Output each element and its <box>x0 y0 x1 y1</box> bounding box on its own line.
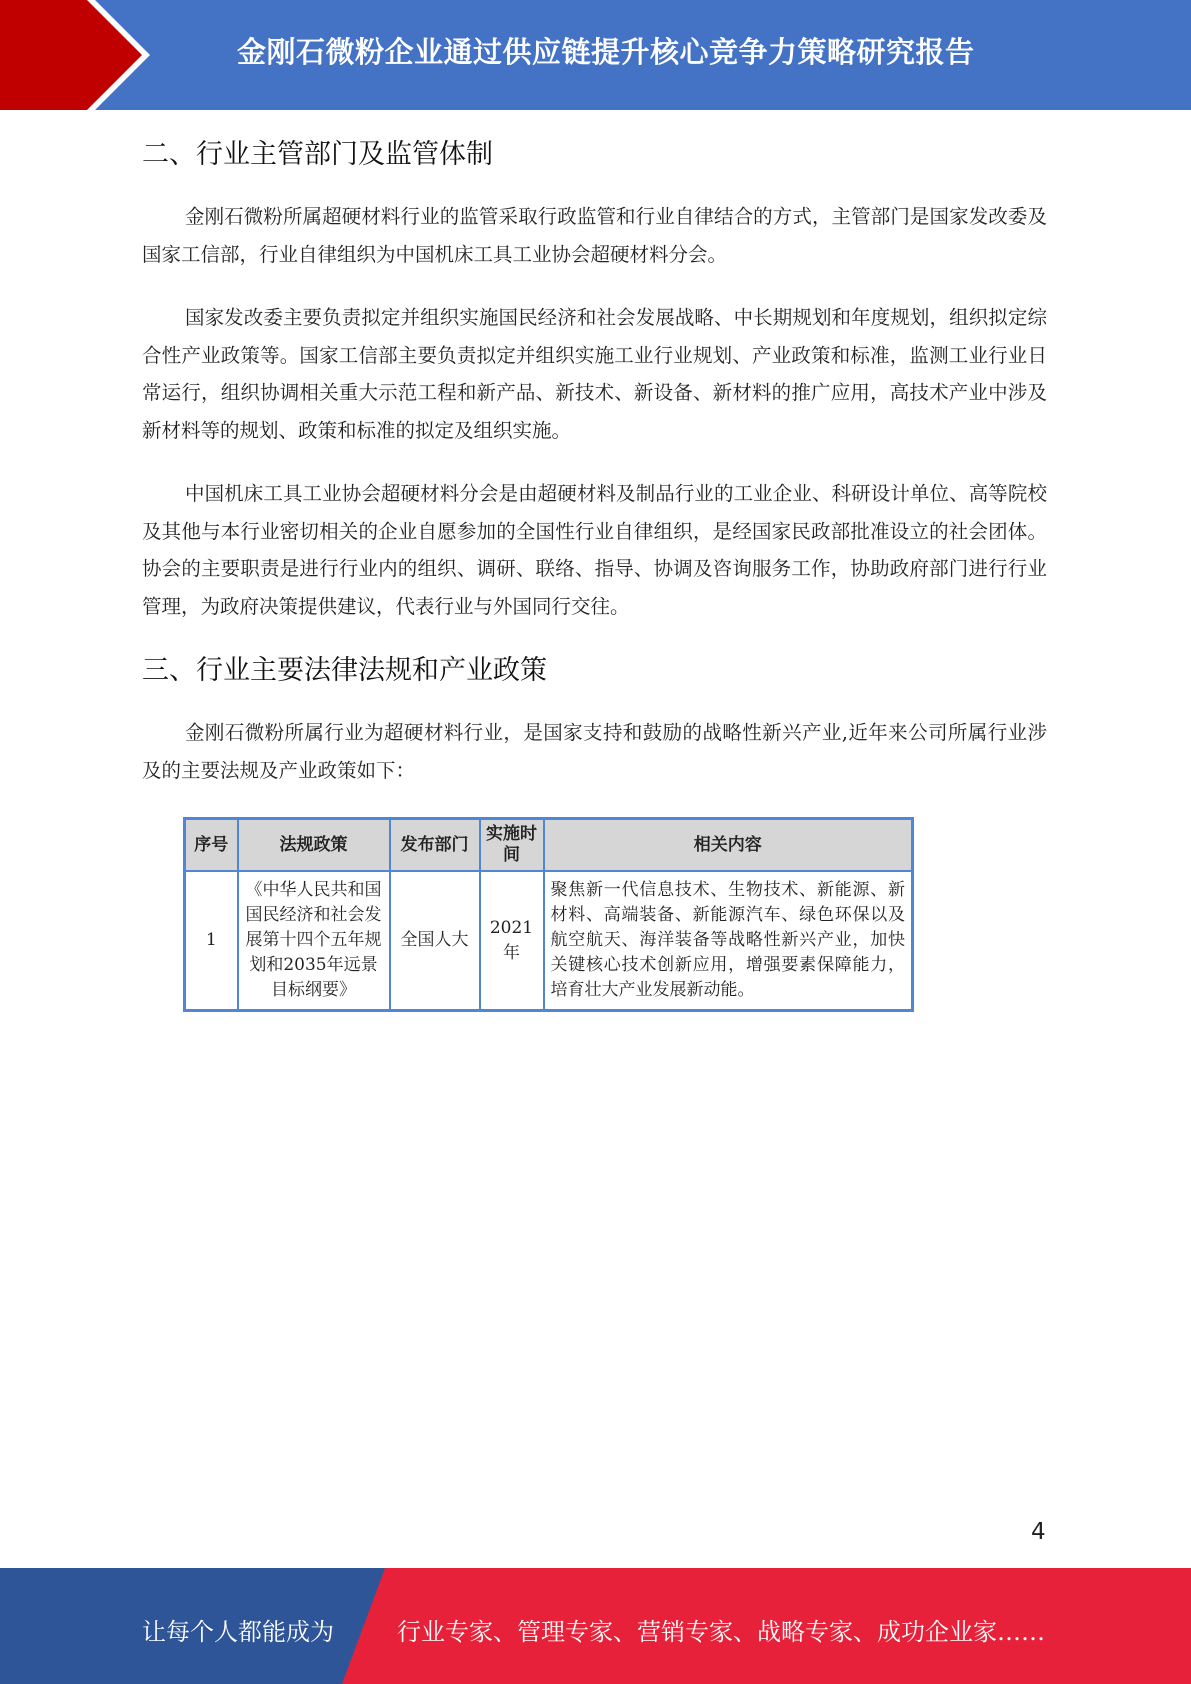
header-policy: 法规政策 <box>238 819 390 872</box>
cell-content: 聚焦新一代信息技术、生物技术、新能源、新材料、高端装备、新能源汽车、绿色环保以及航空航天、海洋装备等战略性新兴产业，加快关键核心技术创新应用，增强要素保障能力，培育壮大产业发展新动能。 <box>544 871 913 1011</box>
cell-dept: 全国人大 <box>390 871 480 1011</box>
footer-band <box>0 1568 1191 1684</box>
cell-time: 2021年 <box>480 871 544 1011</box>
document-title: 金刚石微粉企业通过供应链提升核心竞争力策略研究报告 <box>237 35 975 69</box>
table-header-row <box>185 819 913 872</box>
cell-no: 1 <box>185 871 238 1011</box>
policy-table <box>183 817 914 1012</box>
section3-paragraph: 金刚石微粉所属行业为超硬材料行业，是国家支持和鼓励的战略性新兴产业,近年来公司所属行业涉及的主要法规及产业政策如下： <box>142 721 1047 782</box>
section2-paragraph-3: 中国机床工具工业协会超硬材料分会是由超硬材料及制品行业的工业企业、科研设计单位、高等院校及其他与本行业密切相关的企业自愿参加的全国性行业自律组织，是经国家民政部批准设立的社会团体。协会的主要职责是进行行业内的组织、调研、联络、指导、协调及咨询服务工作，协助政府部门进行行业管理，为政府决策提供建议，代表行业与外国同行交往。 <box>142 482 1047 618</box>
footer-slogan-left: 让每个人都能成为 <box>142 1618 334 1646</box>
header-no: 序号 <box>185 819 238 872</box>
header-content: 相关内容 <box>544 819 913 872</box>
cell-policy: 《中华人民共和国国民经济和社会发展第十四个五年规划和2035年远景目标纲要》 <box>238 871 390 1011</box>
table-row <box>185 871 913 1011</box>
footer-slogan-right: 行业专家、管理专家、营销专家、战略专家、成功企业家…… <box>397 1618 1045 1646</box>
section2-paragraph-1: 金刚石微粉所属超硬材料行业的监管采取行政监管和行业自律结合的方式，主管部门是国家发改委及国家工信部，行业自律组织为中国机床工具工业协会超硬材料分会。 <box>142 205 1047 266</box>
header-band <box>0 0 1191 110</box>
section2-paragraph-2: 国家发改委主要负责拟定并组织实施国民经济和社会发展战略、中长期规划和年度规划，组织拟定综合性产业政策等。国家工信部主要负责拟定并组织实施工业行业规划、产业政策和标准，监测工业行业日常运行，组织协调相关重大示范工程和新产品、新技术、新设备、新材料的推广应用，高技术产业中涉及新材料等的规划、政策和标准的拟定及组织实施。 <box>142 306 1047 442</box>
section3-heading: 三、行业主要法律法规和产业政策 <box>142 655 547 686</box>
page-number: 4 <box>1031 1519 1046 1545</box>
section2-heading: 二、行业主管部门及监管体制 <box>142 139 493 170</box>
header-dept: 发布部门 <box>390 819 480 872</box>
header-time: 实施时间 <box>480 819 544 872</box>
